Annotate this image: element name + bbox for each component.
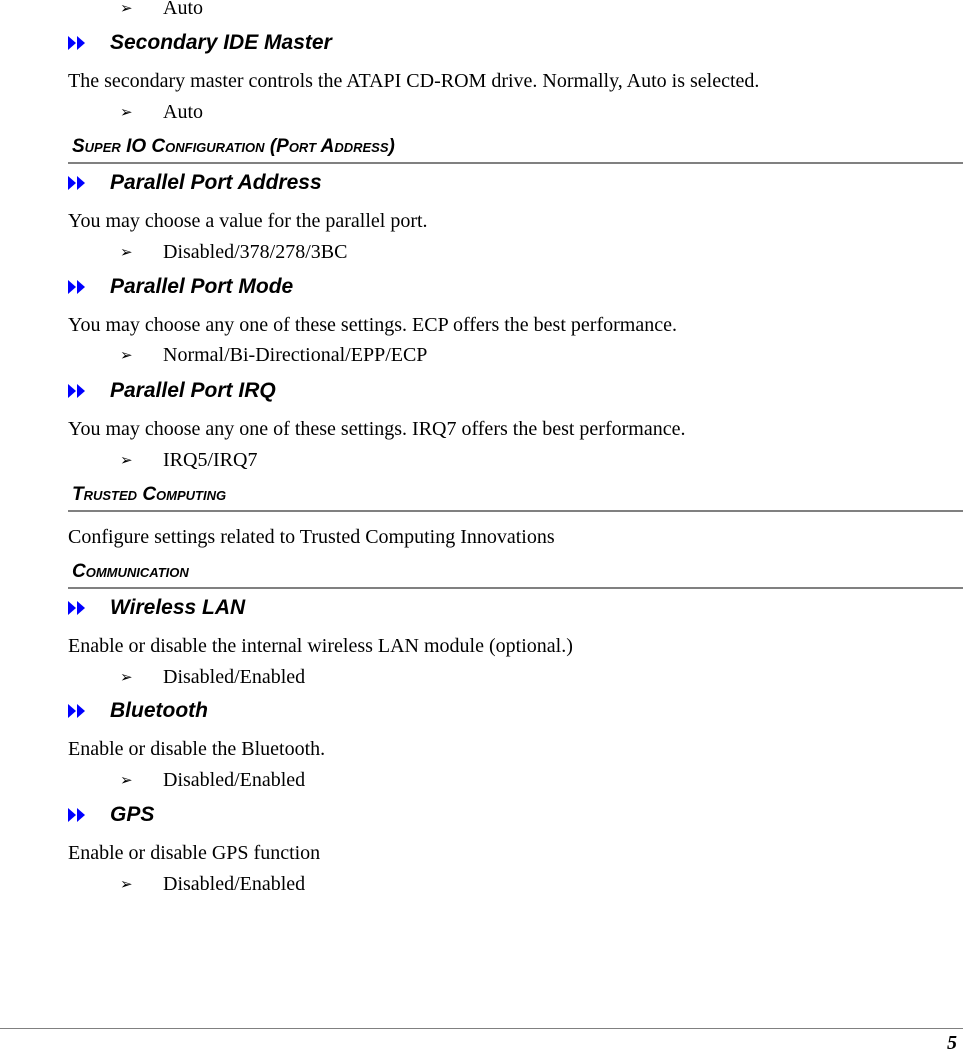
double-arrow-icon [68,280,88,294]
heading-title: Bluetooth [110,699,208,722]
section-divider [68,510,963,512]
heading-title: Parallel Port Mode [110,275,294,298]
page-number: 5 [947,1032,957,1054]
body-paragraph [0,310,963,340]
option-list-item [0,445,963,475]
heading-title: Wireless LAN [110,596,246,619]
setting-heading [0,28,963,58]
setting-heading [0,800,963,830]
body-paragraph [0,522,963,552]
option-values: Disabled/378/278/3BC [163,240,348,263]
paragraph-text: You may choose a value for the parallel port. [68,209,428,232]
option-list-item [0,97,963,127]
option-values: IRQ5/IRQ7 [163,448,258,471]
section-heading [0,480,963,510]
section-heading [0,557,963,587]
paragraph-text: The secondary master controls the ATAPI CD-ROM drive. Normally, Auto is selected. [68,69,760,92]
double-arrow-icon [68,808,88,822]
option-list-item [0,0,963,23]
paragraph-text: Enable or disable GPS function [68,841,321,864]
setting-heading [0,272,963,302]
double-arrow-icon [68,36,88,50]
arrowhead-bullet-icon: ➢ [120,103,133,121]
paragraph-text: You may choose any one of these settings. IRQ7 offers the best performance. [68,417,686,440]
footer-divider [0,1028,963,1029]
body-paragraph [0,414,963,444]
setting-heading [0,168,963,198]
heading-title: Parallel Port Address [110,171,322,194]
setting-heading [0,593,963,623]
arrowhead-bullet-icon: ➢ [120,451,133,469]
paragraph-text: Enable or disable the Bluetooth. [68,737,326,760]
option-list-item [0,765,963,795]
option-values: Disabled/Enabled [163,872,306,895]
heading-title: Secondary IDE Master [110,31,332,54]
setting-heading [0,696,963,726]
body-paragraph [0,734,963,764]
arrowhead-bullet-icon: ➢ [120,346,133,364]
option-list-item [0,662,963,692]
arrowhead-bullet-icon: ➢ [120,668,133,686]
body-paragraph [0,66,963,96]
arrowhead-bullet-icon: ➢ [120,875,133,893]
option-values: Auto [163,0,203,19]
paragraph-text: Configure settings related to Trusted Computing Innovations [68,525,555,548]
option-list-item [0,869,963,899]
section-title: Trusted Computing [72,484,227,505]
body-paragraph [0,631,963,661]
section-title: Super IO Configuration (Port Address) [72,136,395,157]
body-paragraph [0,206,963,236]
heading-title: Parallel Port IRQ [110,379,276,402]
paragraph-text: Enable or disable the internal wireless LAN module (optional.) [68,634,573,657]
paragraph-text: You may choose any one of these settings. ECP offers the best performance. [68,313,677,336]
option-list-item [0,237,963,267]
section-divider [68,162,963,164]
arrowhead-bullet-icon: ➢ [120,0,133,17]
option-values: Normal/Bi-Directional/EPP/ECP [163,343,428,366]
option-values: Auto [163,100,203,123]
option-values: Disabled/Enabled [163,665,306,688]
body-paragraph [0,838,963,868]
section-title: Communication [72,561,189,582]
section-divider [68,587,963,589]
option-list-item [0,340,963,370]
double-arrow-icon [68,601,88,615]
heading-title: GPS [110,803,155,826]
setting-heading [0,376,963,406]
double-arrow-icon [68,704,88,718]
arrowhead-bullet-icon: ➢ [120,771,133,789]
arrowhead-bullet-icon: ➢ [120,243,133,261]
double-arrow-icon [68,384,88,398]
section-heading [0,132,963,162]
double-arrow-icon [68,176,88,190]
option-values: Disabled/Enabled [163,768,306,791]
